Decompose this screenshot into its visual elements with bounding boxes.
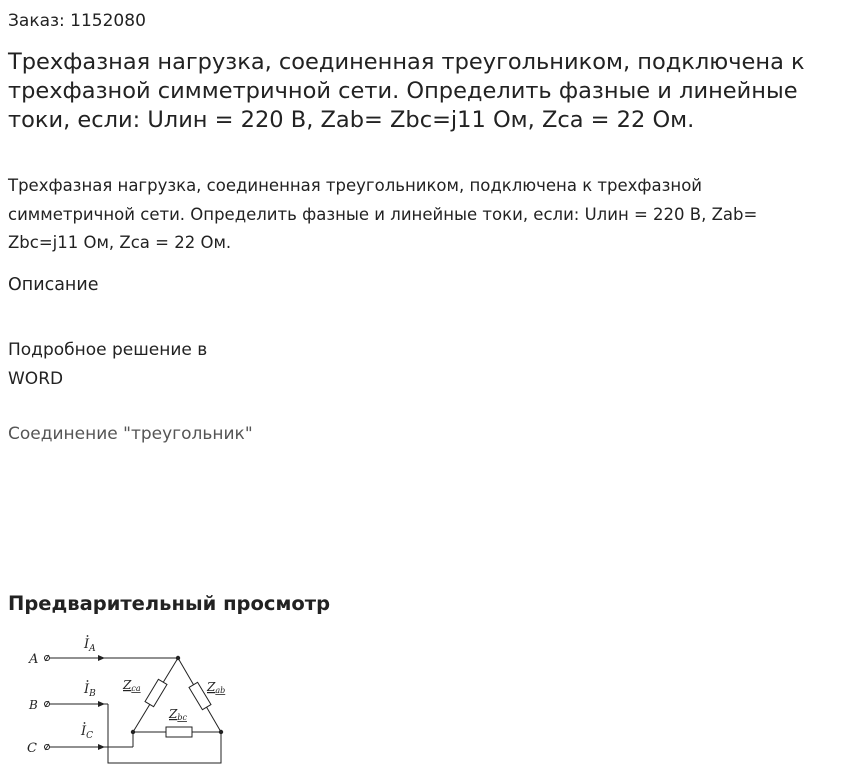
impedance-bc-resistor <box>166 727 192 737</box>
topic-link[interactable]: Соединение "треугольник" <box>8 424 253 444</box>
arrow-c-icon <box>98 744 105 750</box>
node-left <box>131 730 135 734</box>
order-number: Заказ: 1152080 <box>8 11 146 31</box>
preview-heading: Предварительный просмотр <box>8 592 331 615</box>
node-right <box>219 730 223 734</box>
current-arrows <box>98 655 105 750</box>
task-title: Трехфазная нагрузка, соединенная треугольником, подключена к трехфазной симметричной сети. Определить фазные и линейные токи, если: Uлин = 220 В, Zab= Zbc=j11 Ом, Zca = 22 Ом. <box>8 49 805 133</box>
impedance-label-ab: Zab <box>207 680 226 695</box>
node-top <box>176 656 180 660</box>
wire-line-b-return <box>108 704 221 763</box>
circuit-wires <box>44 658 221 763</box>
solution-note: Подробное решение в WORD <box>8 340 208 389</box>
task-description: Трехфазная нагрузка, соединенная треугольником, подключена к трехфазной симметричной сети. Определить фазные и линейные токи, если: Uлин = 220 В, Zab= Zbc=j11 Ом, Zca = 22 Ом. <box>8 176 758 252</box>
arrow-a-icon <box>98 655 105 661</box>
current-label-c: $I_C$ <box>81 724 94 741</box>
delta-circuit-diagram <box>18 625 248 775</box>
arrow-b-icon <box>98 701 105 707</box>
input-terminals <box>45 656 50 750</box>
phase-label-b: B <box>29 698 38 712</box>
description-section-label: Описание <box>8 275 99 295</box>
current-label-a: $I_A$ <box>84 637 96 654</box>
impedance-label-bc: Zbc <box>169 707 187 722</box>
phase-label-a: A <box>29 652 39 667</box>
impedance-label-ca: Zca <box>123 678 141 693</box>
current-label-b: $I_B$ <box>84 682 96 699</box>
impedance-ca-resistor <box>145 679 167 706</box>
phase-label-c: C <box>27 741 37 756</box>
circuit-nodes <box>131 656 226 734</box>
